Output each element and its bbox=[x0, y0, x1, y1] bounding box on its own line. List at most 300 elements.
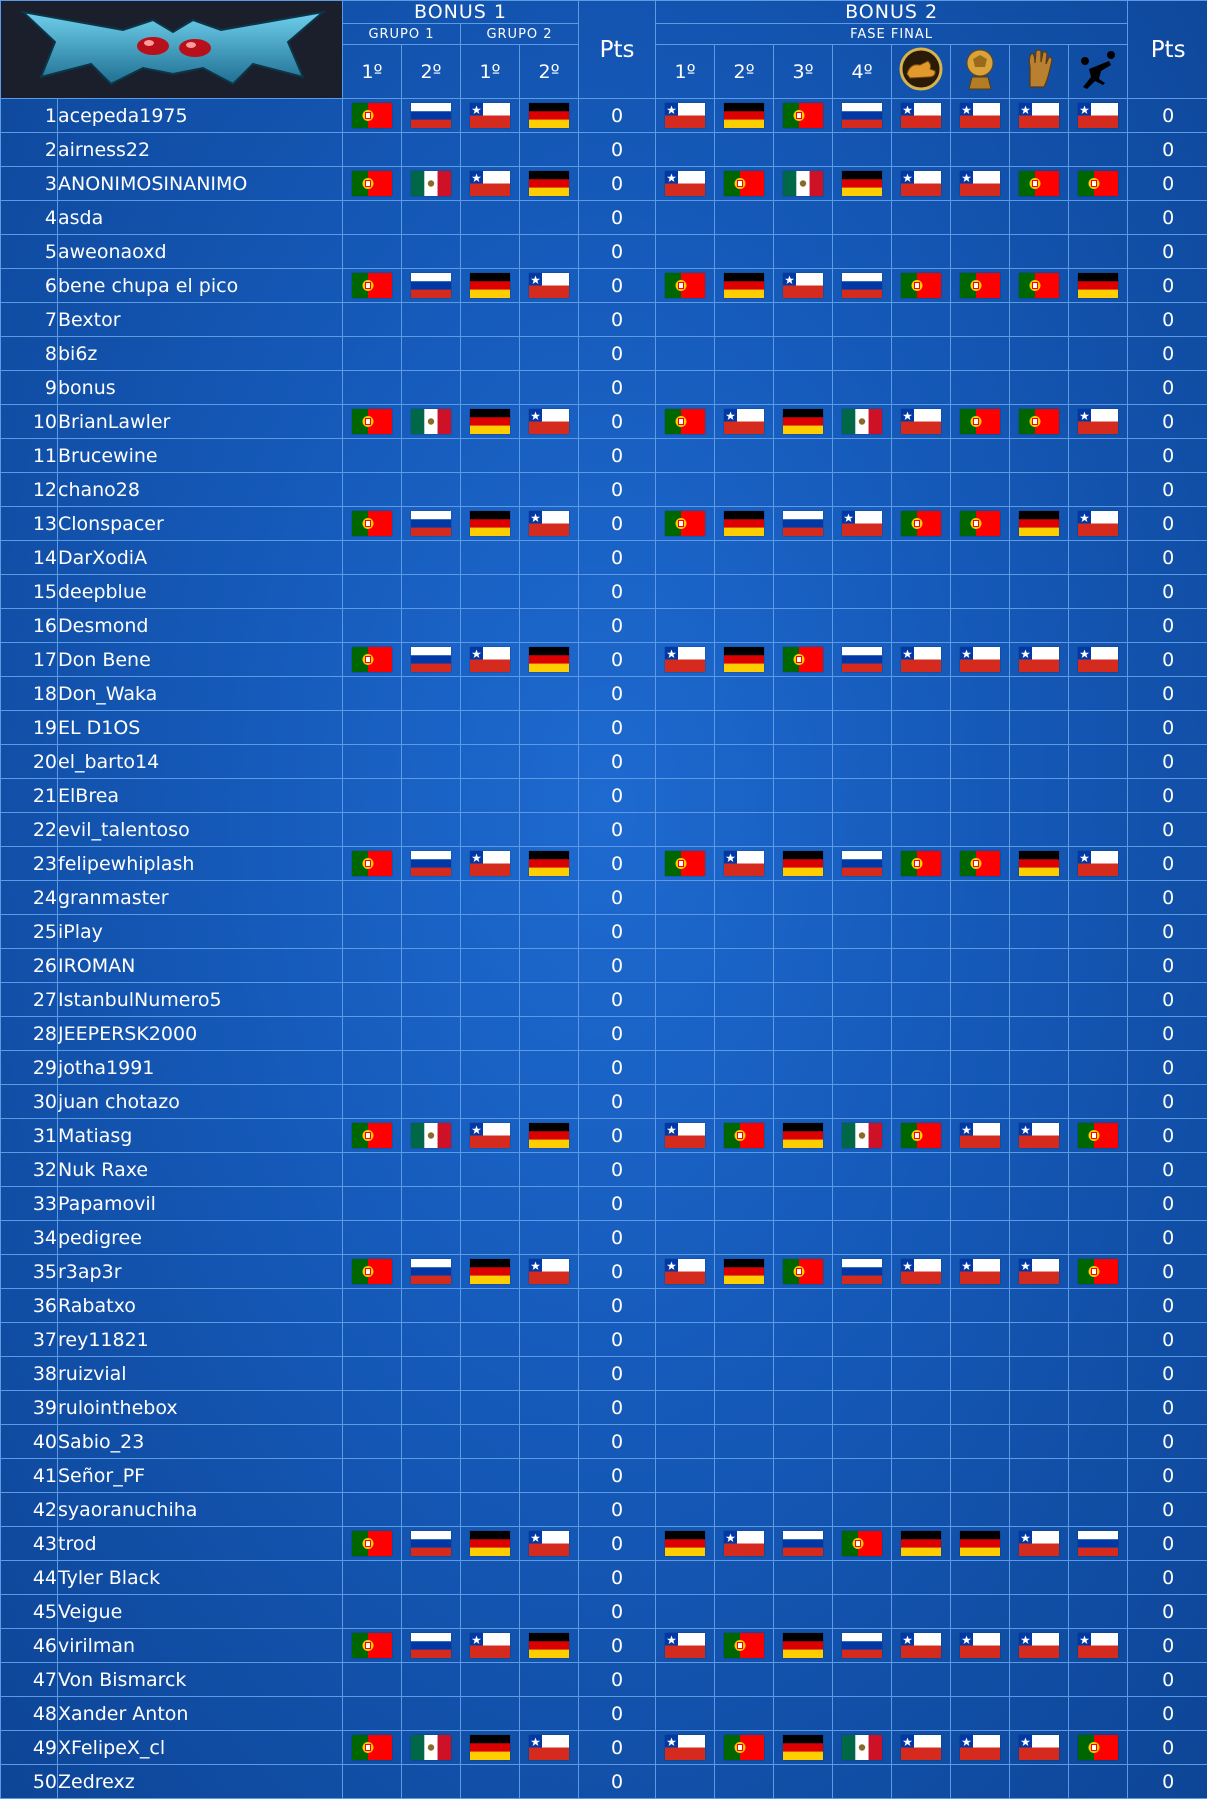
pick-cell bbox=[1069, 881, 1128, 915]
pick-cell bbox=[1069, 1697, 1128, 1731]
pick-cell bbox=[656, 1357, 715, 1391]
pick-cell bbox=[1010, 881, 1069, 915]
pick-cell bbox=[520, 1323, 579, 1357]
pick-cell bbox=[1010, 405, 1069, 439]
pick-cell bbox=[833, 405, 892, 439]
bonus1-points: 0 bbox=[579, 303, 656, 337]
pick-cell bbox=[1069, 1255, 1128, 1289]
pick-cell bbox=[833, 473, 892, 507]
pick-cell bbox=[951, 1357, 1010, 1391]
pick-cell bbox=[892, 1391, 951, 1425]
pick-cell bbox=[774, 1459, 833, 1493]
pick-cell bbox=[1010, 1595, 1069, 1629]
player-name: Von Bismarck bbox=[58, 1663, 343, 1697]
pick-cell bbox=[461, 439, 520, 473]
pick-cell bbox=[461, 371, 520, 405]
pick-cell bbox=[461, 1119, 520, 1153]
pick-cell bbox=[1010, 1119, 1069, 1153]
pick-cell bbox=[402, 235, 461, 269]
pick-cell bbox=[715, 983, 774, 1017]
flag-mx-icon bbox=[783, 171, 823, 196]
flag-cl-icon bbox=[1019, 1259, 1059, 1284]
pick-cell bbox=[461, 575, 520, 609]
pick-cell bbox=[1069, 847, 1128, 881]
pick-cell bbox=[892, 99, 951, 133]
bonus2-points: 0 bbox=[1128, 1527, 1207, 1561]
pick-cell bbox=[1010, 473, 1069, 507]
pick-cell bbox=[1010, 813, 1069, 847]
pick-cell bbox=[520, 439, 579, 473]
pick-cell bbox=[833, 949, 892, 983]
pick-cell bbox=[715, 1153, 774, 1187]
pick-cell bbox=[461, 133, 520, 167]
flag-de-icon bbox=[842, 171, 882, 196]
player-rank: 14 bbox=[1, 541, 58, 575]
player-row bbox=[1, 99, 1207, 133]
pick-cell bbox=[1069, 99, 1128, 133]
flag-ru-icon bbox=[411, 273, 451, 298]
pick-cell bbox=[1069, 1527, 1128, 1561]
player-row bbox=[1, 779, 1207, 813]
flag-de-icon bbox=[724, 1259, 764, 1284]
pick-cell bbox=[833, 1051, 892, 1085]
bonus1-points: 0 bbox=[579, 371, 656, 405]
bonus1-points: 0 bbox=[579, 1357, 656, 1391]
player-name: XFelipeX_cl bbox=[58, 1731, 343, 1765]
pick-cell bbox=[833, 1357, 892, 1391]
flag-cl-icon bbox=[960, 1633, 1000, 1658]
player-name: virilman bbox=[58, 1629, 343, 1663]
flag-cl-icon bbox=[665, 171, 705, 196]
pick-cell bbox=[520, 847, 579, 881]
flag-ru-icon bbox=[842, 851, 882, 876]
pick-cell bbox=[461, 1561, 520, 1595]
pick-cell bbox=[774, 677, 833, 711]
pick-cell bbox=[833, 1697, 892, 1731]
flag-cl-icon bbox=[470, 1633, 510, 1658]
pick-cell bbox=[892, 779, 951, 813]
pick-cell bbox=[343, 677, 402, 711]
pick-cell bbox=[951, 745, 1010, 779]
pick-cell bbox=[892, 1153, 951, 1187]
flag-cl-icon bbox=[960, 647, 1000, 672]
pick-cell bbox=[656, 167, 715, 201]
pick-cell bbox=[892, 1187, 951, 1221]
pick-cell bbox=[656, 1391, 715, 1425]
bonus1-points: 0 bbox=[579, 949, 656, 983]
bonus2-points: 0 bbox=[1128, 745, 1207, 779]
flag-de-icon bbox=[783, 1633, 823, 1658]
bonus1-points: 0 bbox=[579, 1017, 656, 1051]
player-row bbox=[1, 1425, 1207, 1459]
pick-cell bbox=[461, 983, 520, 1017]
pick-cell bbox=[402, 1119, 461, 1153]
pick-cell bbox=[1010, 201, 1069, 235]
player-name: Xander Anton bbox=[58, 1697, 343, 1731]
pick-cell bbox=[343, 779, 402, 813]
player-name: Brucewine bbox=[58, 439, 343, 473]
flag-cl-icon bbox=[1078, 409, 1118, 434]
flag-de-icon bbox=[529, 851, 569, 876]
pick-cell bbox=[1010, 1017, 1069, 1051]
pick-cell bbox=[656, 575, 715, 609]
pick-cell bbox=[402, 201, 461, 235]
player-row bbox=[1, 1255, 1207, 1289]
pick-cell bbox=[656, 1085, 715, 1119]
pick-cell bbox=[656, 303, 715, 337]
player-rank: 29 bbox=[1, 1051, 58, 1085]
flag-de-icon bbox=[529, 1123, 569, 1148]
flag-pt-icon bbox=[1019, 273, 1059, 298]
player-name: Nuk Raxe bbox=[58, 1153, 343, 1187]
pick-cell bbox=[774, 235, 833, 269]
pick-cell bbox=[402, 1255, 461, 1289]
player-rank: 27 bbox=[1, 983, 58, 1017]
pick-cell bbox=[892, 575, 951, 609]
player-row bbox=[1, 201, 1207, 235]
pick-cell bbox=[520, 1697, 579, 1731]
pick-cell bbox=[520, 269, 579, 303]
player-rank: 49 bbox=[1, 1731, 58, 1765]
pick-cell bbox=[951, 1425, 1010, 1459]
bonus1-points: 0 bbox=[579, 1527, 656, 1561]
bonus2-points: 0 bbox=[1128, 1153, 1207, 1187]
pick-cell bbox=[715, 1629, 774, 1663]
pick-cell bbox=[1069, 677, 1128, 711]
pick-cell bbox=[833, 881, 892, 915]
flag-pt-icon bbox=[665, 511, 705, 536]
flag-pt-icon bbox=[901, 511, 941, 536]
player-name: el_barto14 bbox=[58, 745, 343, 779]
pick-cell bbox=[892, 371, 951, 405]
pick-cell bbox=[892, 813, 951, 847]
flag-cl-icon bbox=[665, 1123, 705, 1148]
flag-de-icon bbox=[529, 1633, 569, 1658]
bonus1-points: 0 bbox=[579, 1391, 656, 1425]
flag-cl-icon bbox=[470, 1123, 510, 1148]
pick-cell bbox=[1010, 507, 1069, 541]
flag-pt-icon bbox=[352, 409, 392, 434]
bonus1-points: 0 bbox=[579, 1085, 656, 1119]
player-name: Bextor bbox=[58, 303, 343, 337]
player-rank: 11 bbox=[1, 439, 58, 473]
pick-cell bbox=[343, 1697, 402, 1731]
pick-cell bbox=[715, 1323, 774, 1357]
pick-cell bbox=[892, 439, 951, 473]
pick-cell bbox=[343, 1629, 402, 1663]
pick-cell bbox=[461, 813, 520, 847]
pick-cell bbox=[892, 1459, 951, 1493]
pick-cell bbox=[1069, 507, 1128, 541]
pick-cell bbox=[774, 1017, 833, 1051]
pick-cell bbox=[520, 235, 579, 269]
bonus2-points: 0 bbox=[1128, 1391, 1207, 1425]
pick-cell bbox=[892, 915, 951, 949]
bonus1-points: 0 bbox=[579, 1459, 656, 1493]
flag-ru-icon bbox=[842, 103, 882, 128]
bonus2-points: 0 bbox=[1128, 1561, 1207, 1595]
pick-cell bbox=[715, 303, 774, 337]
pick-cell bbox=[833, 201, 892, 235]
pick-cell bbox=[715, 99, 774, 133]
pick-cell bbox=[1010, 337, 1069, 371]
bonus1-points: 0 bbox=[579, 1289, 656, 1323]
pick-cell bbox=[715, 1017, 774, 1051]
player-rank: 45 bbox=[1, 1595, 58, 1629]
flag-cl-icon bbox=[470, 647, 510, 672]
pick-cell bbox=[1069, 1391, 1128, 1425]
pick-cell bbox=[461, 949, 520, 983]
pick-cell bbox=[343, 1765, 402, 1799]
bonus2-points: 0 bbox=[1128, 1357, 1207, 1391]
grupo2-first-header: 1º bbox=[461, 45, 520, 99]
pick-cell bbox=[951, 507, 1010, 541]
bonus2-points: 0 bbox=[1128, 575, 1207, 609]
pick-cell bbox=[1010, 167, 1069, 201]
flag-pt-icon bbox=[1078, 1123, 1118, 1148]
bonus1-points: 0 bbox=[579, 847, 656, 881]
pick-cell bbox=[951, 235, 1010, 269]
player-rank: 17 bbox=[1, 643, 58, 677]
pick-cell bbox=[774, 779, 833, 813]
player-row bbox=[1, 1289, 1207, 1323]
player-rank: 36 bbox=[1, 1289, 58, 1323]
pick-cell bbox=[343, 1459, 402, 1493]
pick-cell bbox=[715, 847, 774, 881]
player-rank: 47 bbox=[1, 1663, 58, 1697]
bonus2-points: 0 bbox=[1128, 1697, 1207, 1731]
player-row bbox=[1, 983, 1207, 1017]
pick-cell bbox=[951, 1051, 1010, 1085]
pick-cell bbox=[774, 1119, 833, 1153]
pick-cell bbox=[656, 1663, 715, 1697]
pick-cell bbox=[715, 439, 774, 473]
flag-ru-icon bbox=[842, 647, 882, 672]
player-row bbox=[1, 575, 1207, 609]
pick-cell bbox=[402, 1731, 461, 1765]
pick-cell bbox=[1069, 575, 1128, 609]
player-row bbox=[1, 439, 1207, 473]
pick-cell bbox=[656, 1765, 715, 1799]
flag-de-icon bbox=[783, 409, 823, 434]
player-name: DarXodiA bbox=[58, 541, 343, 575]
pick-cell bbox=[833, 813, 892, 847]
grupo1-first-header: 1º bbox=[343, 45, 402, 99]
pick-cell bbox=[1010, 133, 1069, 167]
pick-cell bbox=[461, 1595, 520, 1629]
pick-cell bbox=[343, 881, 402, 915]
pick-cell bbox=[715, 643, 774, 677]
flag-cl-icon bbox=[1019, 103, 1059, 128]
player-name: Matiasg bbox=[58, 1119, 343, 1153]
pick-cell bbox=[656, 609, 715, 643]
flag-cl-icon bbox=[901, 647, 941, 672]
pick-cell bbox=[1069, 643, 1128, 677]
player-rank: 37 bbox=[1, 1323, 58, 1357]
pick-cell bbox=[520, 1561, 579, 1595]
flag-de-icon bbox=[470, 1531, 510, 1556]
pick-cell bbox=[951, 813, 1010, 847]
bonus1-pts-header: Pts bbox=[579, 1, 656, 99]
player-name: ElBrea bbox=[58, 779, 343, 813]
player-row bbox=[1, 949, 1207, 983]
pick-cell bbox=[892, 1119, 951, 1153]
pick-cell bbox=[715, 813, 774, 847]
pick-cell bbox=[1010, 1731, 1069, 1765]
pick-cell bbox=[1010, 915, 1069, 949]
bicycle-kick-header bbox=[1069, 45, 1128, 99]
flag-de-icon bbox=[1019, 851, 1059, 876]
pick-cell bbox=[1069, 1425, 1128, 1459]
pick-cell bbox=[343, 915, 402, 949]
pick-cell bbox=[951, 1527, 1010, 1561]
pick-cell bbox=[461, 1221, 520, 1255]
pick-cell bbox=[343, 541, 402, 575]
pick-cell bbox=[951, 1323, 1010, 1357]
pick-cell bbox=[1069, 1595, 1128, 1629]
flag-pt-icon bbox=[783, 1259, 823, 1284]
pick-cell bbox=[402, 1561, 461, 1595]
pick-cell bbox=[715, 235, 774, 269]
pick-cell bbox=[951, 1221, 1010, 1255]
pick-cell bbox=[461, 1425, 520, 1459]
player-name: IROMAN bbox=[58, 949, 343, 983]
pick-cell bbox=[656, 1153, 715, 1187]
player-row bbox=[1, 541, 1207, 575]
pick-cell bbox=[343, 1017, 402, 1051]
flag-pt-icon bbox=[1078, 171, 1118, 196]
pick-cell bbox=[1010, 983, 1069, 1017]
player-rank: 34 bbox=[1, 1221, 58, 1255]
pick-cell bbox=[892, 507, 951, 541]
pick-cell bbox=[520, 1595, 579, 1629]
pick-cell bbox=[656, 847, 715, 881]
pick-cell bbox=[461, 643, 520, 677]
pick-cell bbox=[774, 949, 833, 983]
pick-cell bbox=[715, 1663, 774, 1697]
flag-pt-icon bbox=[352, 851, 392, 876]
pick-cell bbox=[343, 507, 402, 541]
player-name: rulointhebox bbox=[58, 1391, 343, 1425]
pick-cell bbox=[461, 915, 520, 949]
pick-cell bbox=[833, 915, 892, 949]
pick-cell bbox=[520, 609, 579, 643]
pick-cell bbox=[774, 1153, 833, 1187]
bonus1-points: 0 bbox=[579, 235, 656, 269]
pick-cell bbox=[774, 507, 833, 541]
bonus2-points: 0 bbox=[1128, 439, 1207, 473]
pick-cell bbox=[774, 1527, 833, 1561]
pick-cell bbox=[402, 881, 461, 915]
pick-cell bbox=[774, 643, 833, 677]
pick-cell bbox=[656, 1221, 715, 1255]
pick-cell bbox=[1010, 99, 1069, 133]
pick-cell bbox=[892, 949, 951, 983]
pick-cell bbox=[461, 473, 520, 507]
flag-de-icon bbox=[724, 511, 764, 536]
player-rank: 12 bbox=[1, 473, 58, 507]
pick-cell bbox=[774, 1323, 833, 1357]
player-rank: 48 bbox=[1, 1697, 58, 1731]
pick-cell bbox=[343, 575, 402, 609]
bonus1-points: 0 bbox=[579, 1119, 656, 1153]
pick-cell bbox=[1010, 1459, 1069, 1493]
pick-cell bbox=[402, 1459, 461, 1493]
pick-cell bbox=[774, 439, 833, 473]
pick-cell bbox=[951, 337, 1010, 371]
pick-cell bbox=[402, 337, 461, 371]
pick-cell bbox=[402, 1187, 461, 1221]
pick-cell bbox=[951, 269, 1010, 303]
bonus1-points: 0 bbox=[579, 1595, 656, 1629]
flag-pt-icon bbox=[901, 273, 941, 298]
player-name: Señor_PF bbox=[58, 1459, 343, 1493]
pick-cell bbox=[715, 1595, 774, 1629]
pick-cell bbox=[892, 201, 951, 235]
flag-pt-icon bbox=[352, 171, 392, 196]
pick-cell bbox=[656, 439, 715, 473]
pick-cell bbox=[343, 371, 402, 405]
pick-cell bbox=[520, 405, 579, 439]
flag-de-icon bbox=[529, 647, 569, 672]
flag-cl-icon bbox=[783, 273, 823, 298]
pick-cell bbox=[402, 99, 461, 133]
player-rank: 19 bbox=[1, 711, 58, 745]
player-row bbox=[1, 507, 1207, 541]
pick-cell bbox=[343, 337, 402, 371]
pick-cell bbox=[892, 1493, 951, 1527]
pick-cell bbox=[892, 133, 951, 167]
pick-cell bbox=[461, 847, 520, 881]
bonus1-points: 0 bbox=[579, 1697, 656, 1731]
pick-cell bbox=[774, 1085, 833, 1119]
flag-cl-icon bbox=[1078, 1633, 1118, 1658]
pick-cell bbox=[892, 167, 951, 201]
pick-cell bbox=[833, 167, 892, 201]
player-name: bi6z bbox=[58, 337, 343, 371]
pick-cell bbox=[892, 1017, 951, 1051]
fase-final-header: FASE FINAL bbox=[656, 24, 1128, 45]
pick-cell bbox=[1069, 1629, 1128, 1663]
flag-cl-icon bbox=[1019, 1531, 1059, 1556]
bonus2-points: 0 bbox=[1128, 1425, 1207, 1459]
pick-cell bbox=[520, 779, 579, 813]
bonus1-points: 0 bbox=[579, 1187, 656, 1221]
flag-pt-icon bbox=[960, 409, 1000, 434]
pick-cell bbox=[656, 711, 715, 745]
bonus2-points: 0 bbox=[1128, 1051, 1207, 1085]
pick-cell bbox=[774, 575, 833, 609]
pick-cell bbox=[833, 507, 892, 541]
flag-pt-icon bbox=[352, 511, 392, 536]
pick-cell bbox=[1010, 1629, 1069, 1663]
pick-cell bbox=[343, 711, 402, 745]
pick-cell bbox=[892, 405, 951, 439]
bonus1-points: 0 bbox=[579, 575, 656, 609]
pick-cell bbox=[1010, 949, 1069, 983]
pick-cell bbox=[343, 1255, 402, 1289]
pick-cell bbox=[833, 133, 892, 167]
pick-cell bbox=[461, 881, 520, 915]
pick-cell bbox=[343, 847, 402, 881]
pick-cell bbox=[520, 1425, 579, 1459]
pick-cell bbox=[951, 575, 1010, 609]
flag-cl-icon bbox=[1078, 103, 1118, 128]
pick-cell bbox=[951, 1765, 1010, 1799]
bonus1-points: 0 bbox=[579, 133, 656, 167]
player-row bbox=[1, 167, 1207, 201]
pick-cell bbox=[833, 1765, 892, 1799]
